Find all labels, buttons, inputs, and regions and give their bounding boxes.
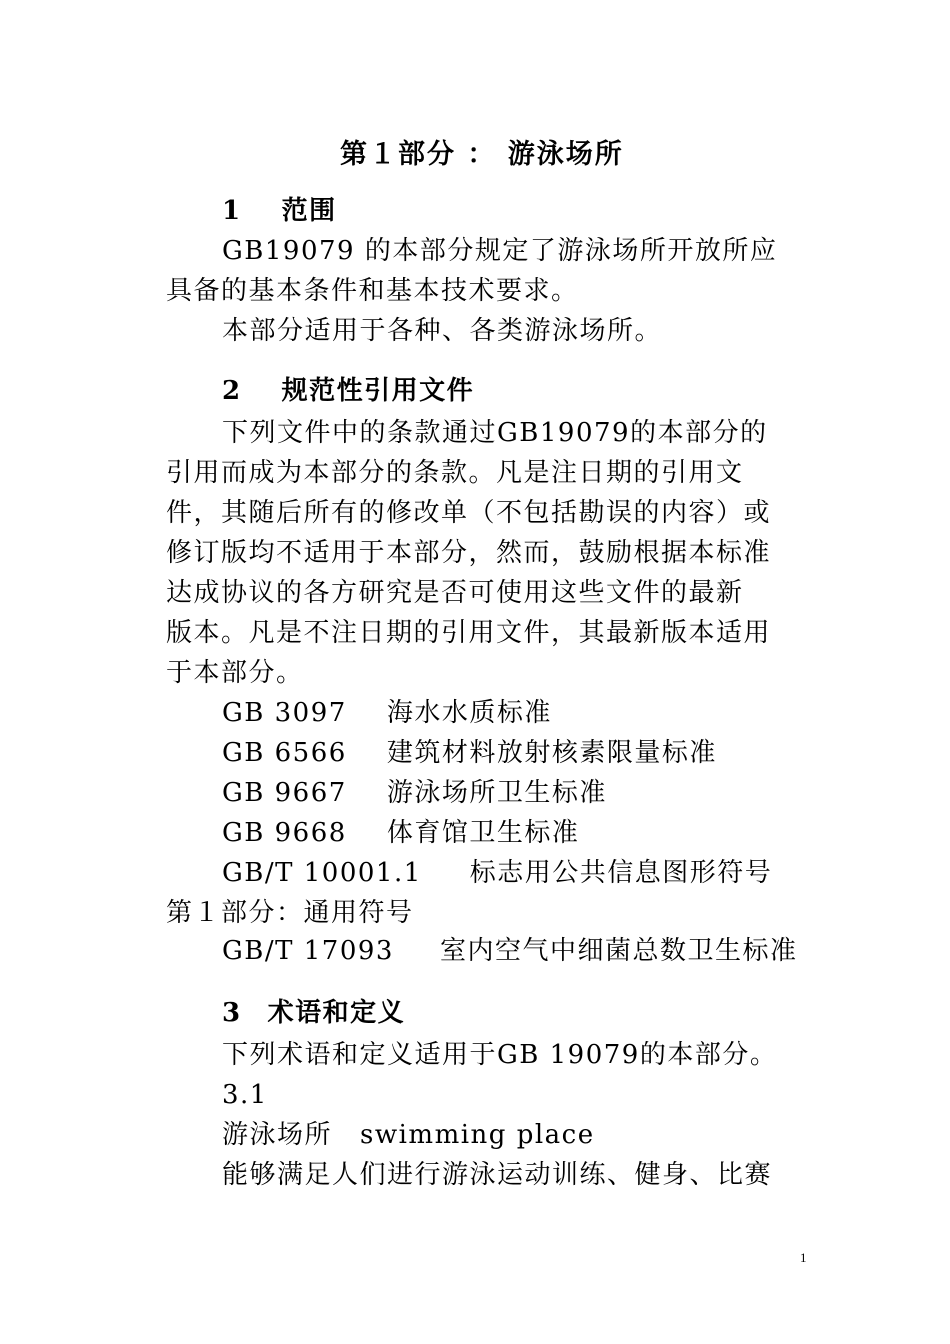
reference-code: GB 9668 (222, 818, 347, 848)
section-2-heading (222, 372, 474, 410)
section-2-line-3: 件，其随后所有的修改单（不包括勘误的内容）或 (166, 498, 772, 528)
section-2-line-1: 下列文件中的条款通过GB19079的本部分的 (222, 418, 768, 448)
page-title: 第１部分 ： 游泳场所 (340, 139, 624, 170)
reference-item (222, 854, 772, 892)
reference-code: GB/T 10001.1 (222, 858, 422, 888)
section-1-paragraph-line-1: GB19079 的本部分规定了游泳场所开放所应 (222, 236, 778, 266)
section-3-intro: 下列术语和定义适用于GB 19079的本部分。 (222, 1040, 778, 1070)
reference-code: GB 9667 (222, 778, 347, 808)
term-name-english: swimming place (360, 1120, 595, 1150)
section-1-heading (222, 192, 337, 230)
section-3-heading (222, 994, 405, 1032)
section-1-title: 范围 (281, 196, 337, 226)
section-2-number: 2 (222, 376, 242, 406)
reference-code: GB 3097 (222, 698, 347, 728)
section-1-paragraph-2: 本部分适用于各种、各类游泳场所。 (222, 316, 663, 346)
reference-name: 体育馆卫生标准 (386, 818, 580, 848)
reference-name: 游泳场所卫生标准 (386, 778, 607, 808)
section-2-line-7: 于本部分。 (166, 658, 304, 688)
term-definition: 能够满足人们进行游泳运动训练、健身、比赛 (222, 1160, 773, 1190)
reference-item (222, 932, 797, 970)
reference-name: 建筑材料放射核素限量标准 (386, 738, 717, 768)
reference-code: GB/T 17093 (222, 936, 394, 966)
reference-item (222, 774, 607, 812)
section-2-line-2: 引用而成为本部分的条款。凡是注日期的引用文 (166, 458, 744, 488)
reference-item (222, 734, 717, 772)
reference-wrap-line: 第１部分：通用符号 (166, 898, 414, 928)
reference-name: 海水水质标准 (386, 698, 552, 728)
reference-name: 标志用公共信息图形符号 (469, 858, 773, 888)
section-3-number: 3 (222, 998, 242, 1028)
reference-code: GB 6566 (222, 738, 347, 768)
section-1-paragraph-line-2: 具备的基本条件和基本技术要求。 (166, 276, 579, 306)
section-2-line-4: 修订版均不适用于本部分，然而，鼓励根据本标准 (166, 538, 772, 568)
section-2-title: 规范性引用文件 (281, 376, 475, 406)
term-number: 3.1 (222, 1080, 268, 1110)
section-2-line-5: 达成协议的各方研究是否可使用这些文件的最新 (166, 578, 744, 608)
term-name (222, 1116, 595, 1154)
section-1-number: 1 (222, 196, 242, 226)
reference-name: 室内空气中细菌总数卫生标准 (439, 936, 798, 966)
term-name-chinese: 游泳场所 (222, 1120, 333, 1150)
section-2-line-6: 版本。凡是不注日期的引用文件，其最新版本适用 (166, 618, 772, 648)
section-3-title: 术语和定义 (267, 998, 406, 1028)
reference-item (222, 814, 579, 852)
page-number: 1 (800, 1250, 807, 1265)
reference-item (222, 694, 552, 732)
